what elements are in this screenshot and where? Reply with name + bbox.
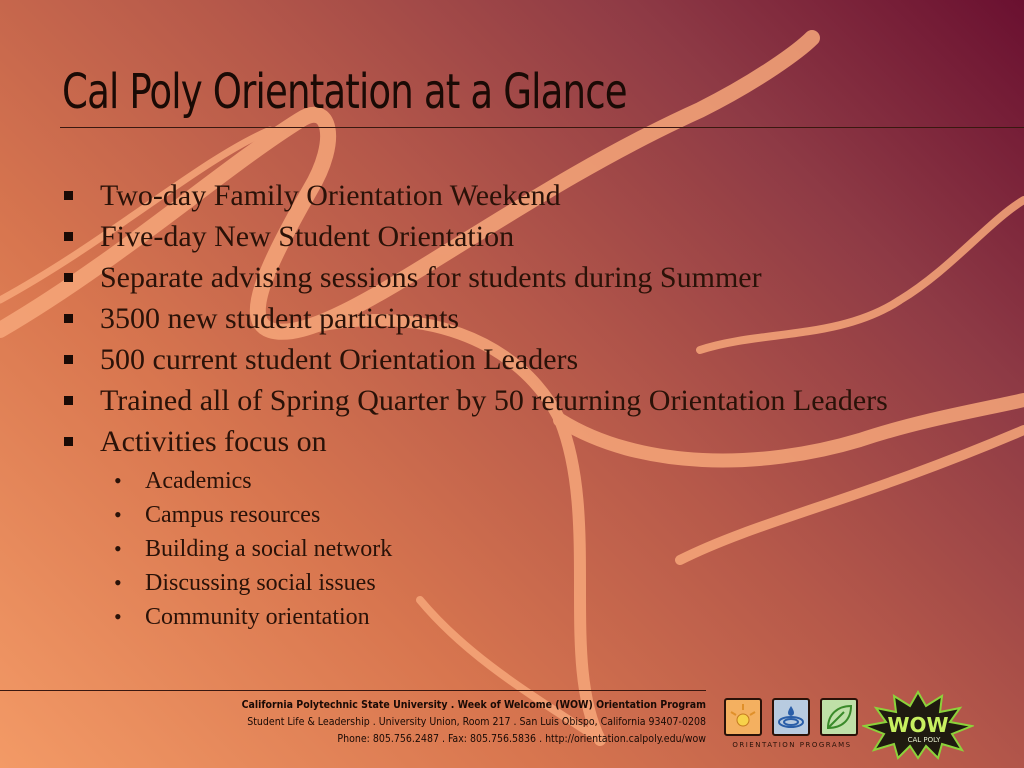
dot-bullet-icon: • [114, 468, 122, 493]
sub-bullet-list [100, 464, 962, 634]
bullet-item [62, 262, 962, 294]
square-bullet-icon [64, 355, 73, 364]
footer-divider [0, 690, 706, 691]
dot-bullet-icon: • [114, 502, 122, 527]
sub-bullet-text: Academics [145, 468, 252, 494]
square-bullet-icon [64, 314, 73, 323]
bullet-item [62, 344, 962, 376]
square-bullet-icon [64, 437, 73, 446]
square-bullet-icon [64, 232, 73, 241]
sub-bullet-text: Building a social network [145, 536, 393, 562]
sub-bullet-item [100, 600, 962, 634]
bullet-list [62, 180, 962, 643]
square-bullet-icon [64, 191, 73, 200]
sub-bullet-text: Discussing social issues [145, 570, 376, 596]
bullet-item [62, 426, 962, 634]
leaf-icon [820, 698, 858, 736]
title-divider [60, 127, 1024, 128]
dot-bullet-icon: • [114, 604, 122, 629]
bullet-item [62, 221, 962, 253]
slide-title: Cal Poly Orientation at a Glance [62, 64, 627, 120]
square-bullet-icon [64, 396, 73, 405]
footer-line-2: Student Life & Leadership . University Union, Room 217 . San Luis Obispo, California 93407-0208 [247, 716, 706, 728]
bullet-text: 3500 new student participants [100, 302, 460, 335]
dot-bullet-icon: • [114, 536, 122, 561]
sub-bullet-text: Campus resources [145, 502, 321, 528]
bullet-item [62, 385, 962, 417]
sub-bullet-item [100, 498, 962, 532]
sun-icon [724, 698, 762, 736]
orientation-programs-label: ORIENTATION PROGRAMS [732, 741, 852, 749]
wow-logo-text: WOW [887, 713, 949, 737]
footer-line-3: Phone: 805.756.2487 . Fax: 805.756.5836 . http://orientation.calpoly.edu/wow [337, 733, 706, 745]
footer [242, 697, 706, 748]
bullet-text: Two-day Family Orientation Weekend [100, 179, 561, 212]
sub-bullet-item [100, 532, 962, 566]
bullet-text: Activities focus on [100, 425, 327, 458]
bullet-text: 500 current student Orientation Leaders [100, 343, 579, 376]
sub-bullet-text: Community orientation [145, 604, 370, 630]
water-drop-icon [772, 698, 810, 736]
sub-bullet-item [100, 566, 962, 600]
footer-line-1: California Polytechnic State University . Week of Welcome (WOW) Orientation Program [241, 699, 706, 711]
sub-bullet-item [100, 464, 962, 498]
square-bullet-icon [64, 273, 73, 282]
dot-bullet-icon: • [114, 570, 122, 595]
bullet-item [62, 303, 962, 335]
wow-logo [862, 690, 974, 760]
wow-logo-subtext: CAL POLY [907, 736, 941, 744]
bullet-item [62, 180, 962, 212]
bullet-text: Separate advising sessions for students during Summer [100, 261, 762, 294]
bullet-text: Five-day New Student Orientation [100, 220, 515, 253]
bullet-text: Trained all of Spring Quarter by 50 returning Orientation Leaders [100, 384, 888, 417]
orientation-programs-logo [724, 698, 860, 758]
